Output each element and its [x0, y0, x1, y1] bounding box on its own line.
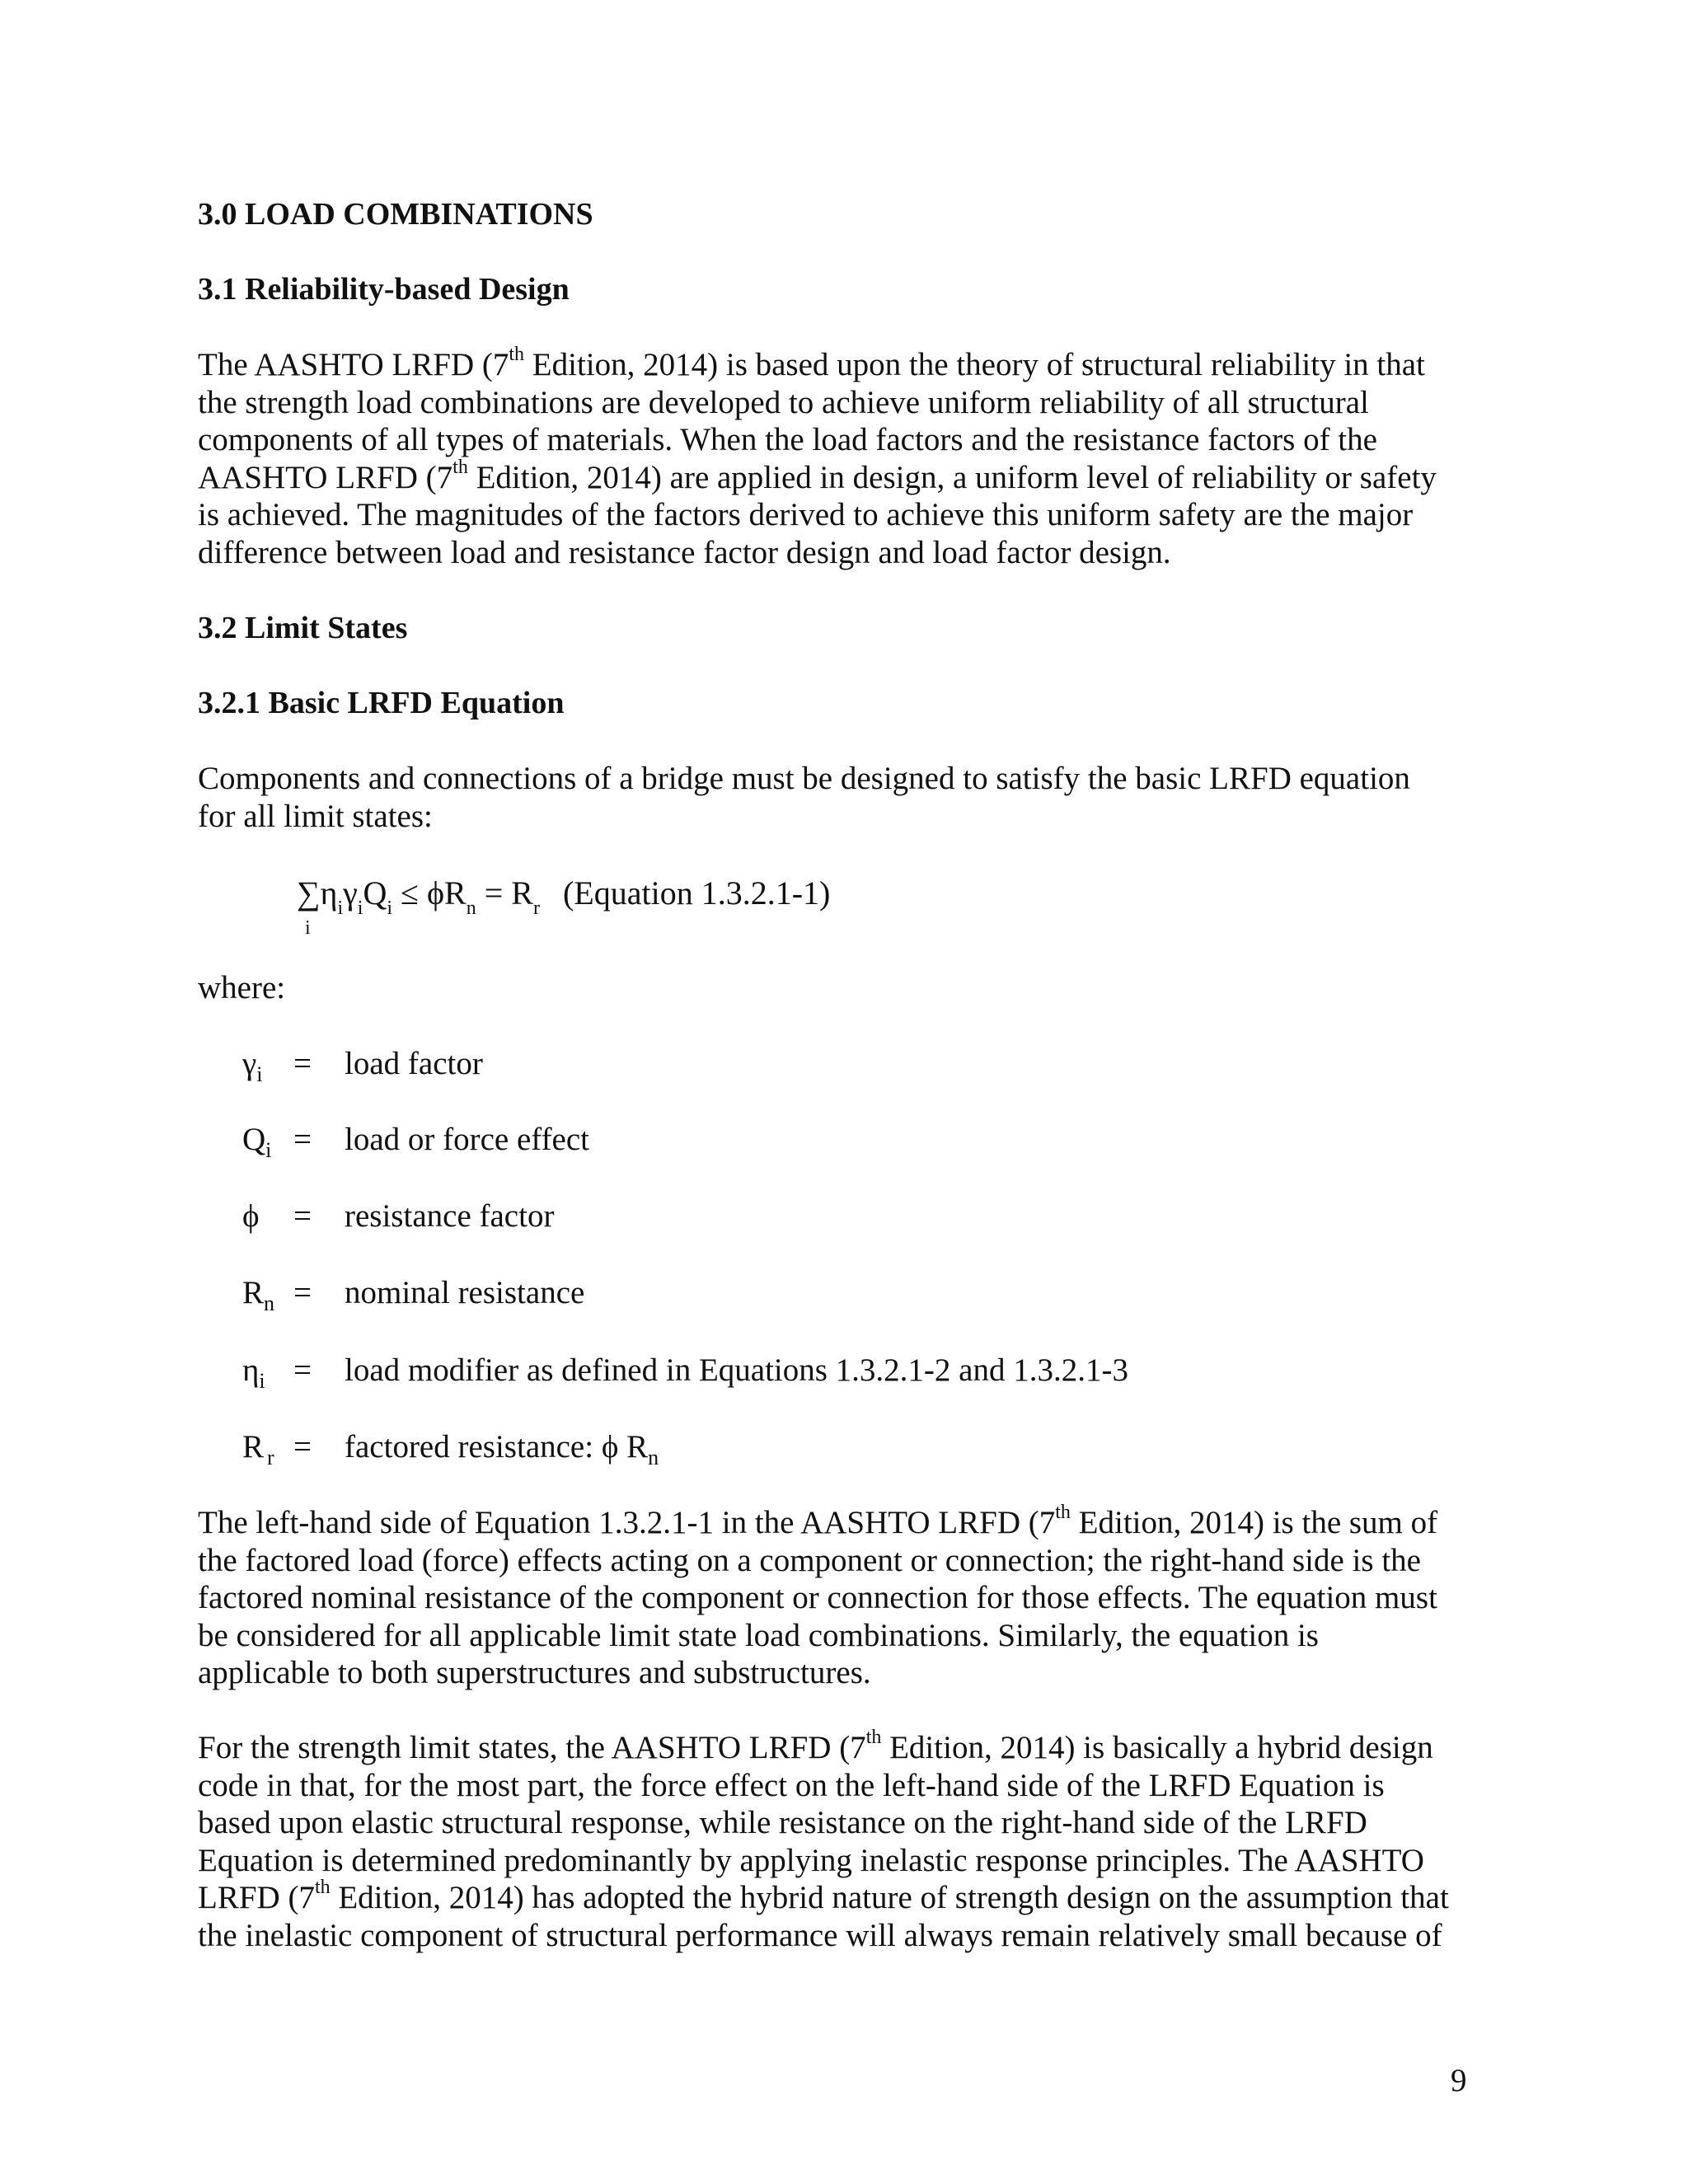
text-line: applicable to both superstructures and substructures.	[198, 1655, 871, 1690]
text-line: LRFD (7th Edition, 2014) has adopted the hybrid nature of strength design on the assumption that	[198, 1877, 1449, 1915]
text-line: Components and connections of a bridge must be designed to satisfy the basic LRFD equation	[198, 761, 1410, 796]
text-line: for all limit states:	[198, 798, 433, 834]
paragraph-strength-limit-states	[198, 1729, 1500, 1954]
section-heading-3-1: 3.1 Reliability-based Design	[198, 272, 570, 307]
where-label: where:	[198, 970, 286, 1005]
definition-symbol: $Q_i$	[242, 1122, 272, 1162]
text-line: is achieved. The magnitudes of the factors derived to achieve this uniform safety are the major	[198, 497, 1414, 532]
page-number: 9	[1451, 2063, 1467, 2098]
definition-row: $\eta_i$ = load modifier as defined in Equations 1.3.2.1-2 and 1.3.2.1-3	[242, 1352, 1128, 1393]
text-line: the strength load combinations are developed to achieve uniform reliability of all structural	[198, 384, 1369, 420]
definition-row: ϕ = resistance factor	[242, 1198, 555, 1234]
section-heading-3-2: 3.2 Limit States	[198, 611, 408, 645]
summation-symbol: ∑ i	[297, 874, 321, 939]
text-line: For the strength limit states, the AASHTO LRFD (7th Edition, 2014) is basically a hybrid design	[198, 1727, 1433, 1765]
definition-symbol: ϕ	[242, 1198, 260, 1234]
definition-row: $R_n$ = nominal resistance	[242, 1275, 585, 1315]
section-heading-3-0: 3.0 LOAD COMBINATIONS	[198, 197, 593, 232]
text-line: based upon elastic structural response, while resistance on the right-hand side of the LRFD	[198, 1805, 1367, 1840]
text-line: The left-hand side of Equation 1.3.2.1-1 in the AASHTO LRFD (7th Edition, 2014) is the sum of	[198, 1502, 1438, 1540]
text-line: factored nominal resistance of the component or connection for those effects. The equation must	[198, 1580, 1437, 1615]
text-line: the factored load (force) effects acting on a component or connection; the right-hand side is the	[198, 1542, 1421, 1578]
definition-symbol: $R_n$	[242, 1275, 275, 1315]
text-line: AASHTO LRFD (7th Edition, 2014) are applied in design, a uniform level of reliability or safety	[198, 456, 1437, 495]
lrfd-equation: ∑ i $\eta_i\gamma_iQ_i \le \phi R_n = R_r$ (Equation 1.3.2.1-1)	[297, 874, 831, 939]
section-heading-3-2-1: 3.2.1 Basic LRFD Equation	[198, 686, 565, 720]
text-line: code in that, for the most part, the force effect on the left-hand side of the LRFD Equation is	[198, 1767, 1385, 1803]
paragraph-left-hand-side	[198, 1504, 1500, 1692]
definition-symbol: R $_r$	[242, 1429, 274, 1469]
definition-row: $\gamma_i$ = load factor	[242, 1046, 483, 1086]
text-line: components of all types of materials. When the load factors and the resistance factors of the	[198, 422, 1377, 457]
text-line: the inelastic component of structural performance will always remain relatively small because of	[198, 1917, 1442, 1953]
text-line: Equation is determined predominantly by applying inelastic response principles. The AASHTO	[198, 1842, 1424, 1878]
text-line: difference between load and resistance factor design and load factor design.	[198, 534, 1171, 570]
definition-symbol: $\eta_i$	[242, 1352, 265, 1393]
text-line: The AASHTO LRFD (7th Edition, 2014) is based upon the theory of structural reliability in that	[198, 344, 1425, 382]
definition-symbol: $\gamma_i$	[242, 1046, 263, 1086]
definition-row: R $_r$ = factored resistance: ϕ $R_n$	[242, 1429, 659, 1469]
paragraph-reliability	[198, 346, 1500, 571]
equation-label: (Equation 1.3.2.1-1)	[562, 874, 831, 912]
definition-row: $Q_i$ = load or force effect	[242, 1122, 590, 1162]
text-line: be considered for all applicable limit state load combinations. Similarly, the equation is	[198, 1617, 1319, 1653]
paragraph-basic-equation	[198, 760, 1500, 835]
